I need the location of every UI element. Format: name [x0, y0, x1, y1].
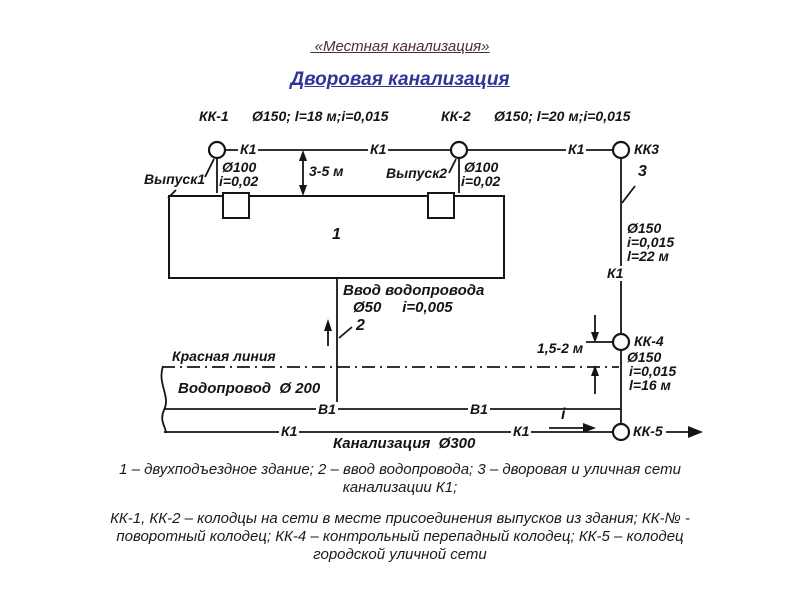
label-branch-slope: i=0,015	[627, 234, 675, 250]
building-entrance-1	[223, 193, 249, 218]
label-k1-top-a: К1	[240, 141, 257, 157]
slide-title: «Местная канализация»	[310, 38, 490, 55]
label-building-1: 1	[332, 226, 341, 243]
caption-legend-1: 1 – двухподъездное здание; 2 – ввод водопровода; 3 – дворовая и уличная сети канализации К1;	[119, 461, 681, 496]
label-k1-top-c: К1	[568, 141, 585, 157]
label-k1-bottom-a: К1	[281, 423, 298, 439]
break-line	[161, 366, 166, 433]
label-vypusk1-d: Ø100	[222, 159, 257, 175]
label-kk2-spec: Ø150; l=20 м;i=0,015	[494, 108, 631, 124]
label-branch-len: l=22 м	[627, 248, 669, 264]
label-kk2: КК-2	[441, 108, 471, 124]
label-branch-d: Ø150	[627, 220, 662, 236]
label-k1-bottom-b: К1	[513, 423, 530, 439]
label-slope-i: i	[561, 406, 566, 423]
building-entrance-2	[428, 193, 454, 218]
leader-2	[339, 327, 352, 338]
label-kk4-dim: 1,5-2 м	[537, 340, 584, 356]
label-vypusk1-slope: i=0,02	[219, 173, 259, 189]
label-kk4-len: l=16 м	[629, 377, 671, 393]
dim-3-5-arrow-down	[299, 185, 307, 196]
label-kk3: КК3	[634, 141, 659, 157]
label-kk4-slope: i=0,015	[629, 363, 677, 379]
well-kk2	[451, 142, 467, 158]
label-water-entry-title: Ввод водопровода	[343, 282, 485, 299]
label-water-entry-spec: Ø50 i=0,005	[353, 299, 453, 316]
label-kk4-d: Ø150	[627, 349, 662, 365]
label-kk4: КК-4	[634, 333, 664, 349]
label-vypusk1: Выпуск1	[144, 171, 206, 187]
label-vypusk2: Выпуск2	[386, 165, 448, 181]
leader-vypusk2	[449, 159, 456, 173]
label-kk1: КК-1	[199, 108, 229, 124]
slide-subtitle: Дворовая канализация	[290, 69, 510, 90]
well-kk4	[613, 334, 629, 350]
label-sewer-main: Канализация Ø300	[333, 435, 476, 452]
label-b1-a: В1	[318, 401, 336, 417]
label-water-main: Водопровод Ø 200	[178, 380, 321, 397]
label-kk5: КК-5	[633, 423, 663, 439]
label-vypusk2-slope: i=0,02	[461, 173, 501, 189]
label-branch-3: 3	[638, 163, 647, 180]
label-k1-top-b: К1	[370, 141, 387, 157]
label-dim-3-5: 3-5 м	[309, 163, 344, 179]
leader-3	[622, 186, 635, 203]
caption-legend-2: КК-1, КК-2 – колодцы на сети в месте присоединения выпусков из здания; КК-№ - поворотный колодец; КК-4 – контрольный перепадный колодец; КК-5 – колодец городской уличной сети	[110, 510, 690, 563]
well-kk1	[209, 142, 225, 158]
dim-3-5-arrow-up	[299, 150, 307, 161]
well-kk5	[613, 424, 629, 440]
label-vypusk2-d: Ø100	[464, 159, 499, 175]
label-b1-b: В1	[470, 401, 488, 417]
label-water-entry-2: 2	[356, 317, 365, 334]
well-kk3	[613, 142, 629, 158]
outflow-arrowhead	[688, 426, 703, 438]
label-red-line: Красная линия	[172, 348, 276, 364]
label-kk1-spec: Ø150; l=18 м;i=0,015	[252, 108, 389, 124]
leader-vypusk1	[205, 159, 214, 177]
water-entry-arrowhead	[324, 319, 332, 331]
label-branch-k1: К1	[607, 265, 624, 281]
